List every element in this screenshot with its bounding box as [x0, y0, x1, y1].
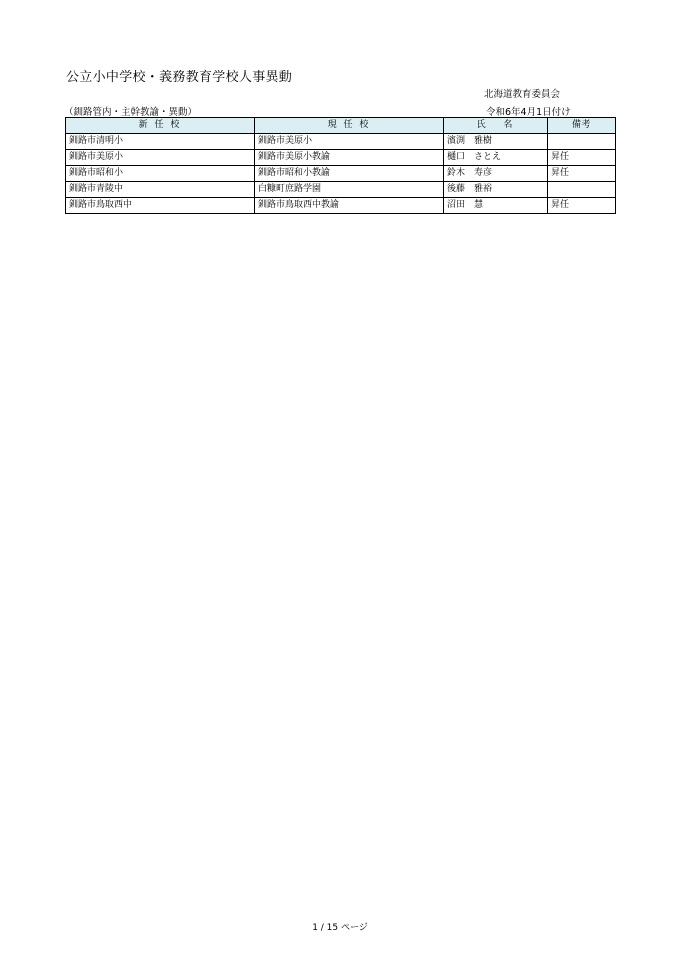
personnel-table [65, 117, 616, 214]
table-row [66, 150, 616, 166]
cell-current-school: 釧路市昭和小教諭 [255, 166, 444, 182]
cell-new-school: 釧路市清明小 [66, 134, 255, 150]
cell-name: 樋口 さとえ [444, 150, 548, 166]
cell-new-school: 釧路市昭和小 [66, 166, 255, 182]
cell-name: 沼田 慧 [444, 198, 548, 214]
table-row [66, 166, 616, 182]
cell-current-school: 釧路市美原小 [255, 134, 444, 150]
table-header-row [66, 118, 616, 134]
page-number: 1 / 15 ページ [312, 923, 368, 933]
table-row [66, 134, 616, 150]
issuer-label: 北海道教育委員会 [484, 89, 561, 100]
table-row [66, 182, 616, 198]
header-new-school: 新 任 校 [66, 118, 255, 134]
cell-name: 濱渕 雅樹 [444, 134, 548, 150]
table-row [66, 198, 616, 214]
cell-new-school: 釧路市美原小 [66, 150, 255, 166]
cell-current-school: 白糠町庶路学園 [255, 182, 444, 198]
header-note: 備考 [548, 118, 616, 134]
cell-note: 昇任 [548, 166, 616, 182]
cell-note: 昇任 [548, 150, 616, 166]
cell-name: 後藤 雅裕 [444, 182, 548, 198]
cell-note [548, 134, 616, 150]
effective-date: 令和6年4月1日付け [486, 107, 571, 118]
cell-new-school: 釧路市青陵中 [66, 182, 255, 198]
page-title: 公立小中学校・義務教育学校人事異動 [66, 70, 293, 85]
cell-note: 昇任 [548, 198, 616, 214]
header-current-school: 現 任 校 [255, 118, 444, 134]
cell-note [548, 182, 616, 198]
section-subtitle: （釧路管内・主幹教諭・異動） [64, 107, 198, 118]
cell-current-school: 釧路市美原小教諭 [255, 150, 444, 166]
cell-name: 鈴木 寿彦 [444, 166, 548, 182]
header-name: 氏 名 [444, 118, 548, 134]
cell-new-school: 釧路市鳥取西中 [66, 198, 255, 214]
cell-current-school: 釧路市鳥取西中教諭 [255, 198, 444, 214]
